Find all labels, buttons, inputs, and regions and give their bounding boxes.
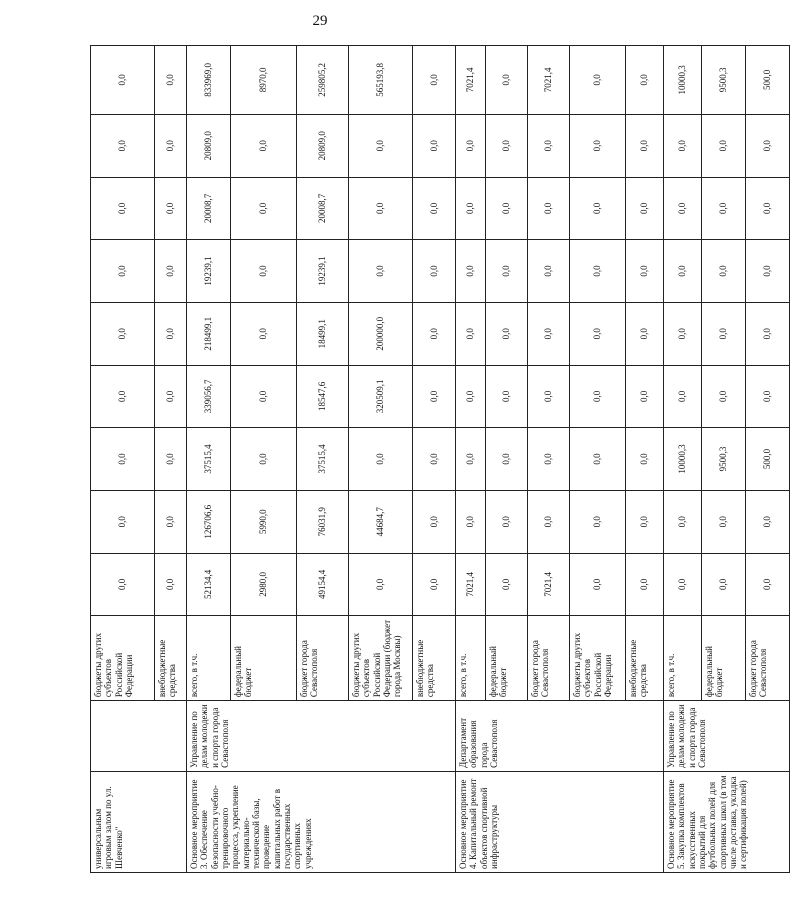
value-cell: 37515,4 [297,428,349,491]
value-cell: 0,0 [413,553,456,616]
value-cell: 0,0 [626,46,664,115]
value-cell: 0,0 [486,240,528,303]
executor-cell [91,701,187,772]
value-cell: 0,0 [413,46,456,115]
value-cell: 0,0 [570,302,626,365]
value-cell: 0,0 [413,114,456,177]
value-cell: 0,0 [155,46,187,115]
value-cell: 0,0 [456,428,486,491]
funding-source-cell: федеральный бюджет [231,616,297,701]
value-cell: 833969,0 [187,46,231,115]
value-cell: 200000,0 [349,302,413,365]
value-cell: 0,0 [155,428,187,491]
value-cell: 0,0 [486,553,528,616]
table-row [91,46,155,873]
value-cell: 0,0 [231,428,297,491]
funding-source-cell: федеральный бюджет [702,616,746,701]
value-cell: 0,0 [456,490,486,553]
table-row [664,46,702,873]
value-cell: 5990,0 [231,490,297,553]
value-cell: 0,0 [626,428,664,491]
value-cell: 0,0 [528,365,570,428]
value-cell: 7021,4 [456,553,486,616]
value-cell: 37515,4 [187,428,231,491]
value-cell: 0,0 [91,428,155,491]
value-cell: 259805,2 [297,46,349,115]
page-number: 29 [312,13,328,29]
value-cell: 0,0 [528,490,570,553]
value-cell: 339056,7 [187,365,231,428]
value-cell: 0,0 [702,240,746,303]
value-cell: 0,0 [456,365,486,428]
value-cell: 0,0 [231,302,297,365]
rotated-table-container [90,45,773,873]
value-cell: 0,0 [91,114,155,177]
value-cell: 0,0 [570,114,626,177]
value-cell: 20809,0 [297,114,349,177]
executor-cell: Управление по делам молодежи и спорта города Севастополя [664,701,790,772]
value-cell: 0,0 [664,490,702,553]
value-cell: 0,0 [155,490,187,553]
value-cell: 7021,4 [456,46,486,115]
value-cell: 20809,0 [187,114,231,177]
value-cell: 0,0 [626,114,664,177]
activity-cell: Основное мероприятие 4. Капитальный ремонт объектов спортивной инфраструктуры [456,771,664,872]
value-cell: 0,0 [91,177,155,240]
value-cell: 0,0 [456,240,486,303]
value-cell: 218499,1 [187,302,231,365]
value-cell: 0,0 [91,46,155,115]
value-cell: 0,0 [570,46,626,115]
value-cell: 0,0 [746,490,790,553]
value-cell: 0,0 [155,240,187,303]
value-cell: 20008,7 [187,177,231,240]
value-cell: 8970,0 [231,46,297,115]
value-cell: 500,0 [746,46,790,115]
value-cell: 0,0 [626,177,664,240]
value-cell: 0,0 [626,490,664,553]
value-cell: 0,0 [413,302,456,365]
value-cell: 0,0 [413,490,456,553]
value-cell: 0,0 [528,428,570,491]
value-cell: 0,0 [91,553,155,616]
value-cell: 49154,4 [297,553,349,616]
value-cell: 0,0 [702,302,746,365]
value-cell: 0,0 [664,177,702,240]
value-cell: 7021,4 [528,553,570,616]
value-cell: 0,0 [456,177,486,240]
value-cell: 0,0 [570,428,626,491]
value-cell: 0,0 [570,240,626,303]
value-cell: 0,0 [664,365,702,428]
value-cell: 0,0 [528,240,570,303]
value-cell: 9500,3 [702,428,746,491]
value-cell: 0,0 [570,177,626,240]
value-cell: 0,0 [664,553,702,616]
value-cell: 0,0 [746,114,790,177]
value-cell: 0,0 [702,490,746,553]
value-cell: 0,0 [91,365,155,428]
value-cell: 0,0 [702,553,746,616]
value-cell: 20008,7 [297,177,349,240]
activity-cell: Основное мероприятие 5. Закупка комплектов искусственных покрытий для футбольных полей для спортивных школ (в том числе доставка, укладка и сертификация полей) [664,771,790,872]
value-cell: 0,0 [570,553,626,616]
value-cell: 0,0 [91,240,155,303]
funding-source-cell: внебюджетные средства [626,616,664,701]
executor-cell: Департамент образования города Севастополя [456,701,664,772]
budget-table [90,45,790,873]
value-cell: 0,0 [486,365,528,428]
value-cell: 18499,1 [297,302,349,365]
value-cell: 52134,4 [187,553,231,616]
activity-cell: Основное мероприятие 3. Обеспечение безопасности учебно-тренировочного процесса, укрепление материально-технической базы, проведение капитальных работ в государственных спортивных учреждениях [187,771,456,872]
value-cell: 0,0 [456,114,486,177]
value-cell: 565193,8 [349,46,413,115]
value-cell: 0,0 [456,302,486,365]
value-cell: 19239,1 [187,240,231,303]
value-cell: 0,0 [746,302,790,365]
value-cell: 19239,1 [297,240,349,303]
funding-source-cell: внебюджетные средства [413,616,456,701]
value-cell: 0,0 [746,553,790,616]
value-cell: 500,0 [746,428,790,491]
value-cell: 0,0 [570,490,626,553]
value-cell: 0,0 [231,240,297,303]
value-cell: 320509,1 [349,365,413,428]
funding-source-cell: всего, в т.ч. [187,616,231,701]
value-cell: 0,0 [570,365,626,428]
funding-source-cell: всего, в т.ч. [456,616,486,701]
value-cell: 0,0 [486,490,528,553]
value-cell: 0,0 [626,365,664,428]
value-cell: 0,0 [155,302,187,365]
funding-source-cell: бюджет города Севастополя [746,616,790,701]
value-cell: 0,0 [486,46,528,115]
value-cell: 0,0 [486,177,528,240]
value-cell: 0,0 [486,302,528,365]
value-cell: 0,0 [91,490,155,553]
value-cell: 126706,6 [187,490,231,553]
funding-source-cell: всего, в т.ч. [664,616,702,701]
value-cell: 0,0 [746,240,790,303]
value-cell: 0,0 [528,302,570,365]
value-cell: 0,0 [413,177,456,240]
value-cell: 0,0 [413,365,456,428]
value-cell: 0,0 [528,114,570,177]
value-cell: 18547,6 [297,365,349,428]
value-cell: 0,0 [349,428,413,491]
table-row [187,46,231,873]
value-cell: 0,0 [626,240,664,303]
funding-source-cell: бюджет города Севастополя [528,616,570,701]
value-cell: 0,0 [91,302,155,365]
value-cell: 0,0 [231,365,297,428]
value-cell: 0,0 [349,177,413,240]
value-cell: 0,0 [413,240,456,303]
funding-source-cell: бюджеты других субъектов Российской Федерации [91,616,155,701]
budget-table-body [91,46,790,873]
value-cell: 10000,3 [664,46,702,115]
value-cell: 0,0 [702,177,746,240]
funding-source-cell: бюджеты других субъектов Российской Федерации [570,616,626,701]
value-cell: 0,0 [626,302,664,365]
funding-source-cell: бюджеты других субъектов Российской Федерации (бюджет города Москвы) [349,616,413,701]
value-cell: 0,0 [155,553,187,616]
table-row [456,46,486,873]
value-cell: 0,0 [155,114,187,177]
value-cell: 0,0 [702,365,746,428]
value-cell: 0,0 [746,177,790,240]
value-cell: 76031,9 [297,490,349,553]
value-cell: 10000,3 [664,428,702,491]
value-cell: 0,0 [349,553,413,616]
value-cell: 0,0 [486,114,528,177]
value-cell: 0,0 [664,240,702,303]
value-cell: 0,0 [413,428,456,491]
executor-cell: Управление по делам молодежи и спорта города Севастополя [187,701,456,772]
value-cell: 0,0 [155,177,187,240]
value-cell: 7021,4 [528,46,570,115]
funding-source-cell: федеральный бюджет [486,616,528,701]
value-cell: 0,0 [155,365,187,428]
activity-cell: универсальным игровым залом по ул. Шевченко" [91,771,187,872]
value-cell: 0,0 [664,114,702,177]
value-cell: 44684,7 [349,490,413,553]
value-cell: 0,0 [349,114,413,177]
value-cell: 0,0 [528,177,570,240]
value-cell: 0,0 [231,114,297,177]
value-cell: 0,0 [702,114,746,177]
value-cell: 0,0 [746,365,790,428]
value-cell: 0,0 [664,302,702,365]
funding-source-cell: бюджет города Севастополя [297,616,349,701]
value-cell: 9500,3 [702,46,746,115]
value-cell: 0,0 [626,553,664,616]
value-cell: 2980,0 [231,553,297,616]
value-cell: 0,0 [349,240,413,303]
value-cell: 0,0 [486,428,528,491]
funding-source-cell: внебюджетные средства [155,616,187,701]
value-cell: 0,0 [231,177,297,240]
